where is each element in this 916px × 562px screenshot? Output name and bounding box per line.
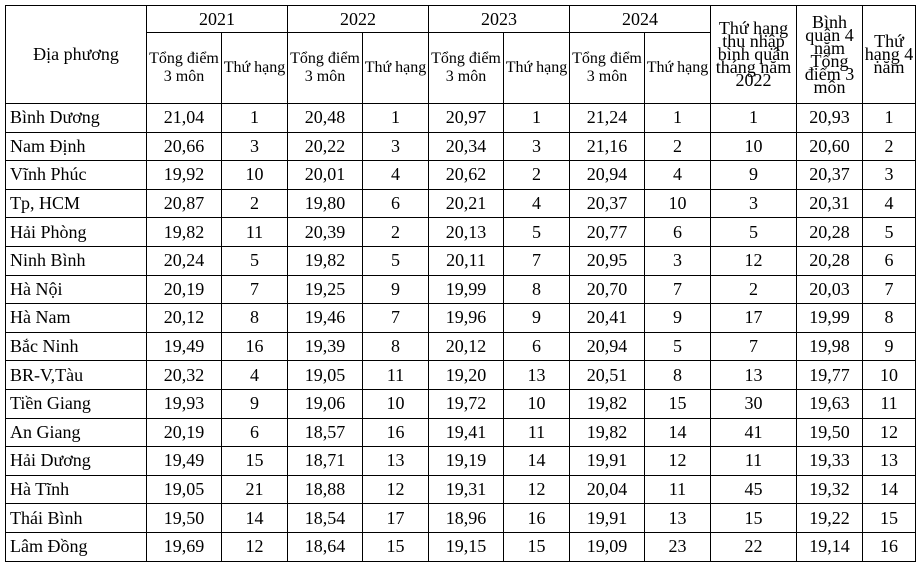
avg-4-years-cell: 19,33	[797, 447, 863, 476]
rank-2021-cell: 2	[222, 189, 288, 218]
table-row	[6, 447, 916, 476]
score-2022-cell: 19,25	[288, 275, 363, 304]
score-2022-cell: 18,54	[288, 504, 363, 533]
table-row	[6, 532, 916, 561]
score-2021-cell: 20,19	[147, 418, 222, 447]
score-2024-cell: 19,82	[570, 418, 645, 447]
rank-2024-cell: 11	[645, 475, 711, 504]
income-rank-cell: 9	[711, 161, 797, 190]
score-2021-cell: 19,69	[147, 532, 222, 561]
score-2024-cell: 20,77	[570, 218, 645, 247]
rank-2024-cell: 13	[645, 504, 711, 533]
header-year-2024: 2024	[570, 6, 711, 33]
score-2024-cell: 20,41	[570, 304, 645, 333]
location-name-cell: Hà Tĩnh	[6, 475, 147, 504]
rank-4-years-cell: 11	[863, 389, 916, 418]
rank-2024-cell: 3	[645, 246, 711, 275]
score-2023-cell: 20,97	[429, 104, 504, 133]
rank-2023-cell: 12	[504, 475, 570, 504]
rank-2023-cell: 15	[504, 532, 570, 561]
rank-2022-cell: 17	[363, 504, 429, 533]
income-rank-cell: 30	[711, 389, 797, 418]
score-2023-cell: 19,15	[429, 532, 504, 561]
rank-2022-cell: 5	[363, 246, 429, 275]
score-2022-cell: 20,22	[288, 132, 363, 161]
score-2024-cell: 19,91	[570, 504, 645, 533]
score-2023-cell: 20,13	[429, 218, 504, 247]
income-rank-cell: 2	[711, 275, 797, 304]
table-row	[6, 332, 916, 361]
score-2021-cell: 19,05	[147, 475, 222, 504]
rank-2023-cell: 9	[504, 304, 570, 333]
location-name-cell: Tiền Giang	[6, 389, 147, 418]
avg-4-years-cell: 20,28	[797, 218, 863, 247]
score-ranking-table	[5, 5, 916, 562]
score-2022-cell: 20,48	[288, 104, 363, 133]
score-2024-cell: 20,51	[570, 361, 645, 390]
rank-4-years-cell: 8	[863, 304, 916, 333]
location-name-cell: Bắc Ninh	[6, 332, 147, 361]
rank-2022-cell: 12	[363, 475, 429, 504]
income-rank-cell: 17	[711, 304, 797, 333]
rank-2024-cell: 23	[645, 532, 711, 561]
income-rank-cell: 45	[711, 475, 797, 504]
table-row	[6, 161, 916, 190]
score-2024-cell: 19,91	[570, 447, 645, 476]
rank-2022-cell: 9	[363, 275, 429, 304]
table-row	[6, 304, 916, 333]
avg-4-years-cell: 19,50	[797, 418, 863, 447]
table-row	[6, 104, 916, 133]
header-rank-4-years: Thứ hạng 4 năm	[863, 6, 916, 104]
header-score-2022: Tổng điểm 3 môn	[288, 33, 363, 104]
score-2021-cell: 21,04	[147, 104, 222, 133]
score-2024-cell: 20,37	[570, 189, 645, 218]
score-2023-cell: 19,72	[429, 389, 504, 418]
location-name-cell: Hải Dương	[6, 447, 147, 476]
location-name-cell: Hà Nội	[6, 275, 147, 304]
avg-4-years-cell: 19,77	[797, 361, 863, 390]
score-2024-cell: 20,04	[570, 475, 645, 504]
score-2022-cell: 19,05	[288, 361, 363, 390]
rank-2021-cell: 4	[222, 361, 288, 390]
income-rank-cell: 11	[711, 447, 797, 476]
avg-4-years-cell: 19,22	[797, 504, 863, 533]
avg-4-years-cell: 19,63	[797, 389, 863, 418]
avg-4-years-cell: 20,37	[797, 161, 863, 190]
header-year-2021: 2021	[147, 6, 288, 33]
location-name-cell: Nam Định	[6, 132, 147, 161]
rank-2024-cell: 7	[645, 275, 711, 304]
score-2021-cell: 20,19	[147, 275, 222, 304]
income-rank-cell: 10	[711, 132, 797, 161]
rank-4-years-cell: 15	[863, 504, 916, 533]
score-2022-cell: 19,80	[288, 189, 363, 218]
rank-2021-cell: 16	[222, 332, 288, 361]
header-row-years	[6, 6, 916, 33]
rank-2024-cell: 1	[645, 104, 711, 133]
rank-2022-cell: 4	[363, 161, 429, 190]
rank-2023-cell: 1	[504, 104, 570, 133]
income-rank-cell: 22	[711, 532, 797, 561]
rank-2023-cell: 11	[504, 418, 570, 447]
income-rank-cell: 12	[711, 246, 797, 275]
table-row	[6, 275, 916, 304]
rank-2022-cell: 3	[363, 132, 429, 161]
avg-4-years-cell: 19,14	[797, 532, 863, 561]
location-name-cell: Lâm Đồng	[6, 532, 147, 561]
location-name-cell: Tp, HCM	[6, 189, 147, 218]
score-2021-cell: 20,66	[147, 132, 222, 161]
score-2021-cell: 19,49	[147, 332, 222, 361]
rank-2021-cell: 5	[222, 246, 288, 275]
score-2022-cell: 18,64	[288, 532, 363, 561]
rank-2024-cell: 4	[645, 161, 711, 190]
rank-2023-cell: 4	[504, 189, 570, 218]
location-name-cell: Vĩnh Phúc	[6, 161, 147, 190]
score-2022-cell: 20,39	[288, 218, 363, 247]
score-2021-cell: 19,49	[147, 447, 222, 476]
header-score-2021: Tổng điểm 3 môn	[147, 33, 222, 104]
location-name-cell: BR-V,Tàu	[6, 361, 147, 390]
score-2022-cell: 19,82	[288, 246, 363, 275]
table-row	[6, 504, 916, 533]
avg-4-years-cell: 19,32	[797, 475, 863, 504]
location-name-cell: Hải Phòng	[6, 218, 147, 247]
table-row	[6, 132, 916, 161]
rank-2022-cell: 6	[363, 189, 429, 218]
rank-4-years-cell: 4	[863, 189, 916, 218]
income-rank-cell: 1	[711, 104, 797, 133]
income-rank-cell: 41	[711, 418, 797, 447]
score-2023-cell: 19,96	[429, 304, 504, 333]
score-2023-cell: 19,41	[429, 418, 504, 447]
rank-2021-cell: 9	[222, 389, 288, 418]
table-row	[6, 418, 916, 447]
rank-2022-cell: 1	[363, 104, 429, 133]
rank-2024-cell: 2	[645, 132, 711, 161]
rank-4-years-cell: 3	[863, 161, 916, 190]
score-2021-cell: 19,92	[147, 161, 222, 190]
score-2024-cell: 21,16	[570, 132, 645, 161]
rank-2023-cell: 8	[504, 275, 570, 304]
rank-2021-cell: 15	[222, 447, 288, 476]
score-2021-cell: 19,50	[147, 504, 222, 533]
score-2021-cell: 19,82	[147, 218, 222, 247]
header-score-2024: Tổng điểm 3 môn	[570, 33, 645, 104]
score-2022-cell: 19,06	[288, 389, 363, 418]
avg-4-years-cell: 20,31	[797, 189, 863, 218]
avg-4-years-cell: 20,93	[797, 104, 863, 133]
avg-4-years-cell: 19,99	[797, 304, 863, 333]
score-2024-cell: 20,94	[570, 332, 645, 361]
header-rank-2021: Thứ hạng	[222, 33, 288, 104]
rank-2024-cell: 14	[645, 418, 711, 447]
header-avg-4-years: Bình quân 4 năm Tổng điểm 3 môn	[797, 6, 863, 104]
rank-2024-cell: 6	[645, 218, 711, 247]
header-year-2023: 2023	[429, 6, 570, 33]
rank-2021-cell: 12	[222, 532, 288, 561]
header-location: Địa phương	[6, 6, 147, 104]
rank-2023-cell: 6	[504, 332, 570, 361]
rank-2022-cell: 2	[363, 218, 429, 247]
rank-2021-cell: 3	[222, 132, 288, 161]
score-2022-cell: 20,01	[288, 161, 363, 190]
rank-2021-cell: 14	[222, 504, 288, 533]
rank-2021-cell: 6	[222, 418, 288, 447]
table-row	[6, 475, 916, 504]
rank-2021-cell: 1	[222, 104, 288, 133]
score-2024-cell: 20,95	[570, 246, 645, 275]
score-2024-cell: 19,09	[570, 532, 645, 561]
rank-2021-cell: 8	[222, 304, 288, 333]
rank-4-years-cell: 5	[863, 218, 916, 247]
rank-2023-cell: 5	[504, 218, 570, 247]
score-2023-cell: 20,11	[429, 246, 504, 275]
score-2024-cell: 20,70	[570, 275, 645, 304]
rank-4-years-cell: 6	[863, 246, 916, 275]
rank-2024-cell: 5	[645, 332, 711, 361]
rank-2022-cell: 11	[363, 361, 429, 390]
rank-2023-cell: 14	[504, 447, 570, 476]
rank-2021-cell: 21	[222, 475, 288, 504]
score-2023-cell: 18,96	[429, 504, 504, 533]
rank-2022-cell: 10	[363, 389, 429, 418]
avg-4-years-cell: 19,98	[797, 332, 863, 361]
location-name-cell: Bình Dương	[6, 104, 147, 133]
avg-4-years-cell: 20,03	[797, 275, 863, 304]
score-2021-cell: 20,32	[147, 361, 222, 390]
table-row	[6, 361, 916, 390]
income-rank-cell: 7	[711, 332, 797, 361]
rank-4-years-cell: 1	[863, 104, 916, 133]
rank-2022-cell: 16	[363, 418, 429, 447]
score-2023-cell: 19,31	[429, 475, 504, 504]
income-rank-cell: 3	[711, 189, 797, 218]
score-2022-cell: 18,57	[288, 418, 363, 447]
income-rank-cell: 5	[711, 218, 797, 247]
rank-2021-cell: 7	[222, 275, 288, 304]
score-2022-cell: 18,88	[288, 475, 363, 504]
rank-2024-cell: 8	[645, 361, 711, 390]
score-2021-cell: 19,93	[147, 389, 222, 418]
header-rank-2022: Thứ hạng	[363, 33, 429, 104]
location-name-cell: Thái Bình	[6, 504, 147, 533]
score-2021-cell: 20,87	[147, 189, 222, 218]
rank-2024-cell: 10	[645, 189, 711, 218]
score-2021-cell: 20,12	[147, 304, 222, 333]
score-2023-cell: 20,34	[429, 132, 504, 161]
rank-2023-cell: 7	[504, 246, 570, 275]
score-2024-cell: 19,82	[570, 389, 645, 418]
rank-2024-cell: 9	[645, 304, 711, 333]
rank-4-years-cell: 9	[863, 332, 916, 361]
score-2022-cell: 18,71	[288, 447, 363, 476]
score-2023-cell: 19,20	[429, 361, 504, 390]
rank-4-years-cell: 2	[863, 132, 916, 161]
header-rank-2023: Thứ hạng	[504, 33, 570, 104]
score-2021-cell: 20,24	[147, 246, 222, 275]
rank-2021-cell: 11	[222, 218, 288, 247]
header-income-rank: Thứ hạng thu nhập bình quân tháng năm 2022	[711, 6, 797, 104]
rank-4-years-cell: 7	[863, 275, 916, 304]
header-score-2023: Tổng điểm 3 môn	[429, 33, 504, 104]
rank-2022-cell: 15	[363, 532, 429, 561]
score-2023-cell: 20,12	[429, 332, 504, 361]
rank-4-years-cell: 14	[863, 475, 916, 504]
table-row	[6, 389, 916, 418]
avg-4-years-cell: 20,60	[797, 132, 863, 161]
rank-2023-cell: 3	[504, 132, 570, 161]
table-body	[6, 104, 916, 562]
rank-2023-cell: 2	[504, 161, 570, 190]
score-2024-cell: 21,24	[570, 104, 645, 133]
header-rank-2024: Thứ hạng	[645, 33, 711, 104]
score-2024-cell: 20,94	[570, 161, 645, 190]
rank-4-years-cell: 13	[863, 447, 916, 476]
table-row	[6, 189, 916, 218]
rank-2024-cell: 15	[645, 389, 711, 418]
income-rank-cell: 15	[711, 504, 797, 533]
location-name-cell: An Giang	[6, 418, 147, 447]
header-year-2022: 2022	[288, 6, 429, 33]
rank-2023-cell: 10	[504, 389, 570, 418]
rank-2024-cell: 12	[645, 447, 711, 476]
score-2023-cell: 19,99	[429, 275, 504, 304]
rank-4-years-cell: 10	[863, 361, 916, 390]
location-name-cell: Hà Nam	[6, 304, 147, 333]
rank-2022-cell: 8	[363, 332, 429, 361]
score-2023-cell: 20,21	[429, 189, 504, 218]
rank-2022-cell: 7	[363, 304, 429, 333]
rank-2022-cell: 13	[363, 447, 429, 476]
table-row	[6, 246, 916, 275]
rank-4-years-cell: 12	[863, 418, 916, 447]
rank-2023-cell: 13	[504, 361, 570, 390]
location-name-cell: Ninh Bình	[6, 246, 147, 275]
score-2023-cell: 19,19	[429, 447, 504, 476]
score-2022-cell: 19,39	[288, 332, 363, 361]
table-container	[5, 5, 916, 562]
rank-2021-cell: 10	[222, 161, 288, 190]
score-2023-cell: 20,62	[429, 161, 504, 190]
rank-4-years-cell: 16	[863, 532, 916, 561]
income-rank-cell: 13	[711, 361, 797, 390]
avg-4-years-cell: 20,28	[797, 246, 863, 275]
score-2022-cell: 19,46	[288, 304, 363, 333]
rank-2023-cell: 16	[504, 504, 570, 533]
table-row	[6, 218, 916, 247]
